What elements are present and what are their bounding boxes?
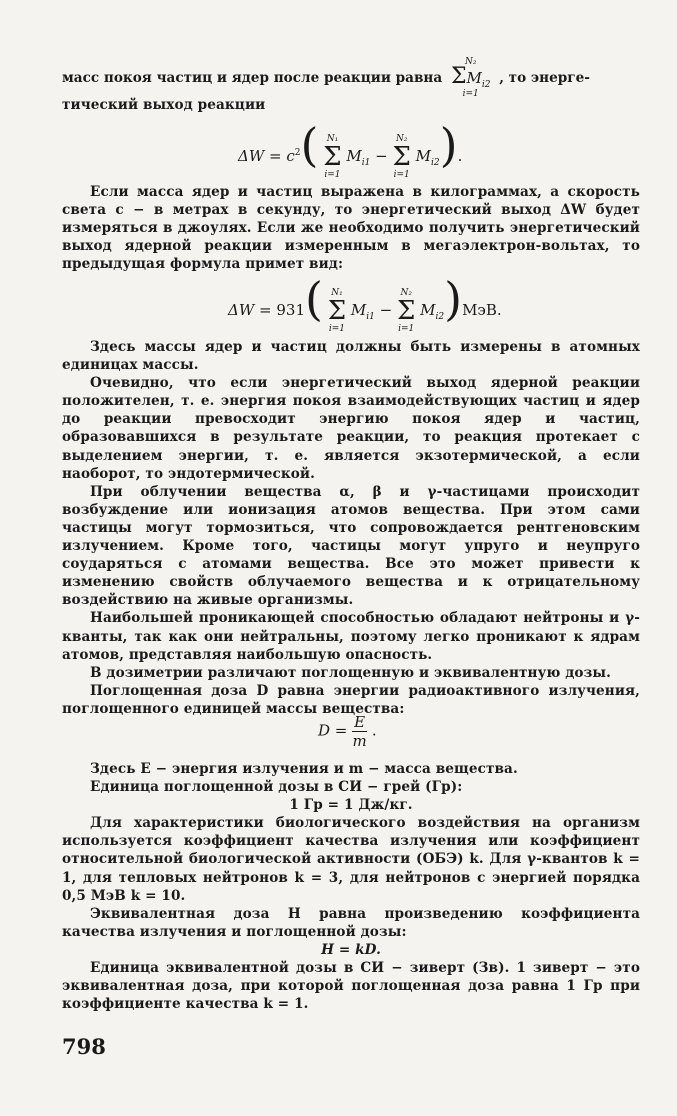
text-line-top <box>62 58 590 99</box>
paragraphs-main <box>62 338 640 718</box>
paragraphs-dose <box>62 760 640 1013</box>
text-line-top-lead: масс покоя частиц и ядер после реакции равна <box>62 70 443 86</box>
para7: Поглощенная доза D равна энергии радиоактивного излучения, поглощенного единицей массы вещества: <box>62 682 640 717</box>
para11: Эквивалентная доза H равна произведению коэффициента качества излучения и поглощенной дозы: <box>62 905 640 940</box>
para5: Наибольшей проникающей способностью обладают нейтроны и γ-кванты, так как они нейтральны, поэтому легко проникают к ядрам атомов, представляя наибольшую опасность. <box>62 610 640 663</box>
text-line-top-tail: , то энерге- <box>499 70 590 86</box>
sum-inline: N₂ $\Sigma M_{i2}$ i=1 <box>450 57 491 99</box>
formula-gray: 1 Гр = 1 Дж/кг. <box>289 797 413 814</box>
para4: При облучении вещества α, β и γ-частицами происходит возбуждение или ионизация атомов вещества. При этом сами частицы могут тормозиться, что сопровождается рентгеновским излучением. Кроме того, частицы могут упруго и неупруго соударяться с атомами вещества. Все это может привести к изменению свойств облучаемого вещества и к отрицательному воздействию на живые организмы. <box>62 483 640 609</box>
formula-energy-mev: ΔW = 931( N₁ Σ i=1 $M_{i1}$ − N₂ Σ i=1 $M_{i2})МэВ$. <box>228 272 502 334</box>
para12: Единица эквивалентной дозы в СИ − зиверт (Зв). 1 зиверт − это эквивалентная доза, при которой поглощенная доза равна 1 Гр при коэффициенте качества k = 1. <box>62 960 640 1013</box>
para1: Если масса ядер и частиц выражена в килограммах, а скорость света c − в метрах в секунду, то энергетический выход ΔW будет измеряться в джоулях. Если же необходимо получить энергетический выход ядерной реакции измеренным в мегаэлектрон-вольтах, то предыдущая формула примет вид: <box>62 184 640 273</box>
para9: Единица поглощенной дозы в СИ − грей (Гр): <box>90 779 463 796</box>
formula-equivalent-dose: H = kD. <box>321 941 381 958</box>
para3: Очевидно, что если энергетический выход ядерной реакции положителен, т. е. энергия покоя взаимодействующих частиц и ядер до реакции превосходит энергию покоя ядер и частиц, образовавшихся в результате реакции, то реакция протекает с выделением энергии, т. е. является экзотермической, а если наоборот, то эндотермической. <box>62 375 640 482</box>
para8: Здесь E − энергия излучения и m − масса вещества. <box>90 761 518 777</box>
formula-absorbed-dose: D = $\frac{E}{m}$ . <box>318 713 377 750</box>
line2: тический выход реакции <box>62 97 266 113</box>
page-number: 798 <box>62 1034 106 1059</box>
text-line-2 <box>62 96 640 114</box>
para10: Для характеристики биологического воздействия на организм используется коэффициент качества излучения или коэффициент относительной биологической активности (ОБЭ) k. Для γ-квантов k = 1, для тепловых нейтронов k = 3, для нейтронов с энергией порядка 0,5 МэВ k = 10. <box>62 815 640 904</box>
paragraph-1 <box>62 183 640 273</box>
para6: В дозиметрии различают поглощенную и эквивалентную дозы. <box>90 664 611 681</box>
formula-energy-joules: $\Delta W = c^2$( N₁ Σ i=1 $M_{i1}$ − N₂ Σ i=1 $M_{i2}$). <box>238 118 463 180</box>
para2: Здесь массы ядер и частиц должны быть измерены в атомных единицах массы. <box>62 339 640 374</box>
